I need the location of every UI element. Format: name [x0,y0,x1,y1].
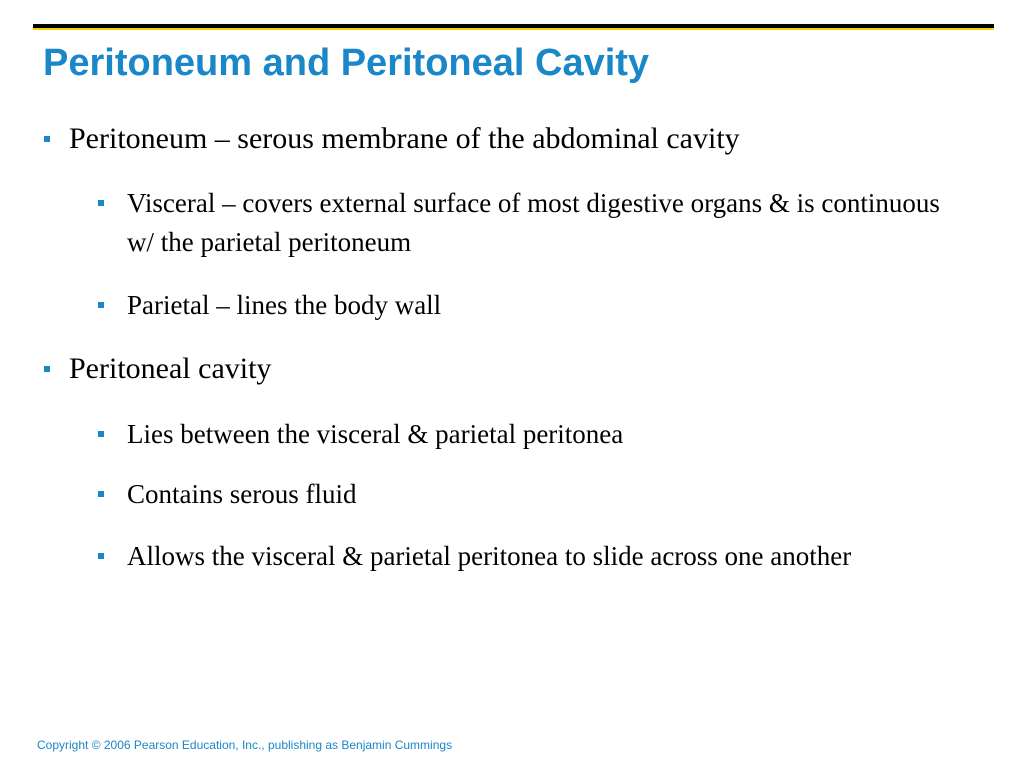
bullet-slide-across [127,537,947,576]
square-bullet-icon [98,302,104,308]
bullet-text: Peritoneum – serous membrane of the abdominal cavity [69,122,740,155]
bullet-lies-between [127,415,947,454]
square-bullet-icon [44,136,50,142]
square-bullet-icon [98,553,104,559]
square-bullet-icon [44,366,50,372]
copyright-footer: Copyright © 2006 Pearson Education, Inc., publishing as Benjamin Cummings [37,738,453,752]
square-bullet-icon [98,491,104,497]
square-bullet-icon [98,200,104,206]
square-bullet-icon [98,431,104,437]
bullet-peritoneum [69,121,969,157]
bullet-text: Visceral – covers external surface of most digestive organs & is continuous w/ the parietal peritoneum [127,188,940,257]
bullet-peritoneal-cavity [69,351,969,387]
bullet-parietal [127,286,947,325]
bullet-text: Parietal – lines the body wall [127,290,442,320]
slide-title: Peritoneum and Peritoneal Cavity [43,42,650,84]
bullet-text: Contains serous fluid [127,479,357,509]
bullet-serous-fluid [127,475,947,514]
bullet-text: Allows the visceral & parietal peritonea to slide across one another [127,541,852,571]
bullet-visceral [127,184,947,262]
bullet-text: Peritoneal cavity [69,352,272,385]
bullet-text: Lies between the visceral & parietal peritonea [127,419,624,449]
